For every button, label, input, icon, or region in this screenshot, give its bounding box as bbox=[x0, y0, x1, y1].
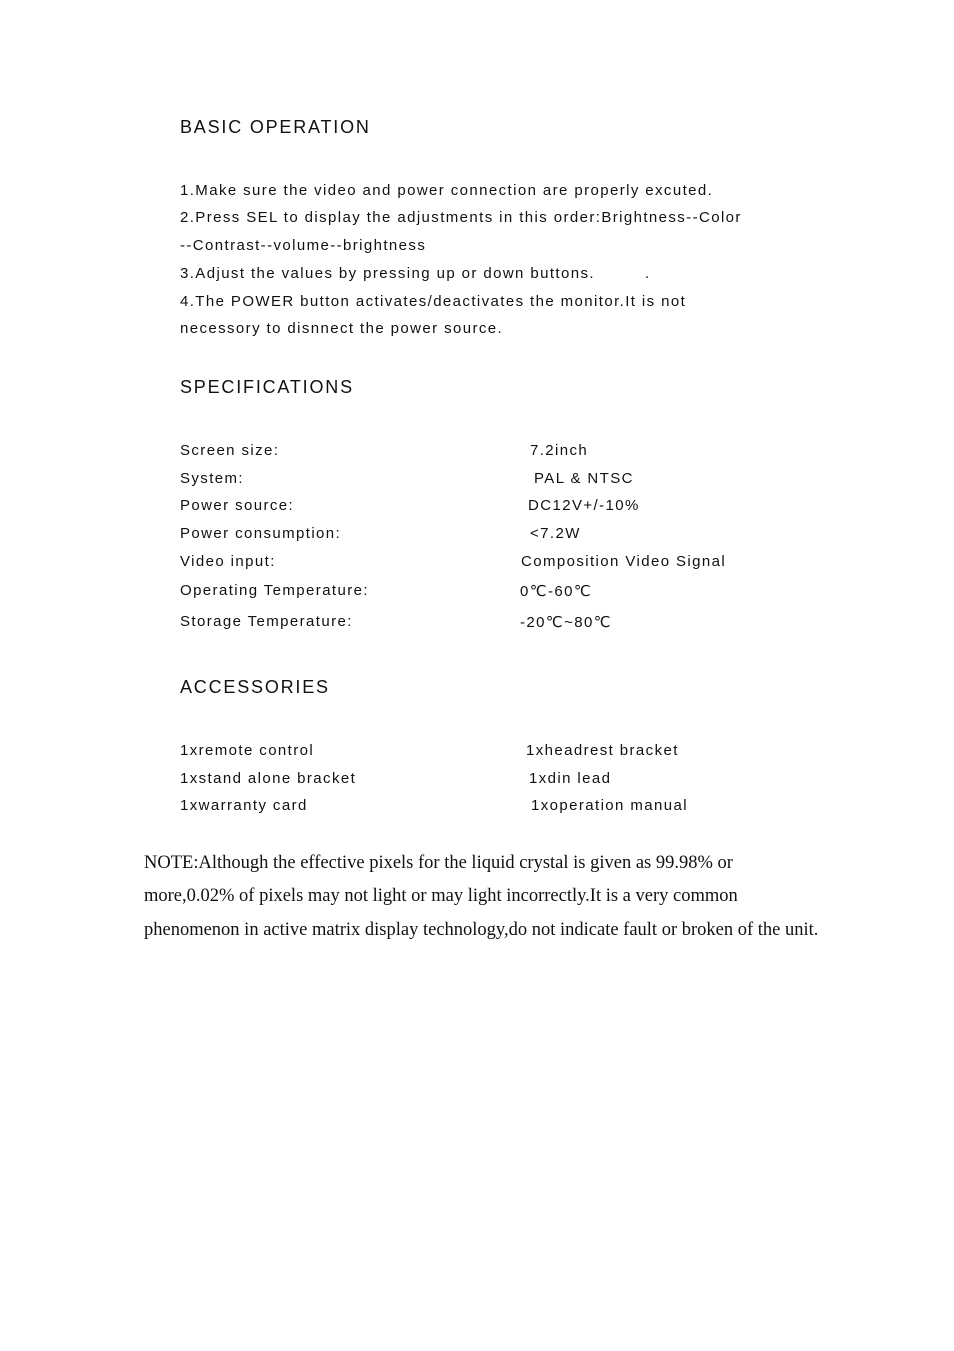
accessory-item: 1xoperation manual bbox=[531, 797, 688, 814]
accessory-row bbox=[180, 770, 880, 790]
operation-step: 3.Adjust the values by pressing up or down buttons. . bbox=[180, 265, 651, 282]
accessory-item: 1xdin lead bbox=[529, 770, 612, 787]
spec-row bbox=[180, 442, 880, 462]
spec-label: Screen size: bbox=[180, 442, 280, 459]
accessory-item: 1xwarranty card bbox=[180, 797, 308, 814]
accessory-item: 1xremote control bbox=[180, 742, 315, 759]
operation-step-continuation: --Contrast--volume--brightness bbox=[180, 237, 427, 254]
spec-value: PAL & NTSC bbox=[534, 470, 634, 487]
spec-row bbox=[180, 470, 880, 490]
spec-label: Storage Temperature: bbox=[180, 613, 353, 630]
accessories-heading: ACCESSORIES bbox=[180, 677, 330, 697]
spec-label: Video input: bbox=[180, 553, 276, 570]
spec-value: 7.2inch bbox=[530, 442, 589, 459]
spec-value: <7.2W bbox=[530, 525, 581, 542]
spec-row bbox=[180, 582, 880, 602]
spec-value: 0℃-60℃ bbox=[520, 583, 593, 600]
operation-step: 4.The POWER button activates/deactivates the monitor.It is not bbox=[180, 293, 687, 310]
spec-row bbox=[180, 613, 880, 633]
spec-row bbox=[180, 525, 880, 545]
operation-step-continuation: necessory to disnnect the power source. bbox=[180, 320, 504, 337]
specifications-heading: SPECIFICATIONS bbox=[180, 377, 354, 397]
spec-value: Composition Video Signal bbox=[521, 553, 727, 570]
operation-step: 1.Make sure the video and power connection are properly excuted. bbox=[180, 182, 714, 199]
spec-row bbox=[180, 497, 880, 517]
accessory-row bbox=[180, 742, 880, 762]
basic-operation-heading: BASIC OPERATION bbox=[180, 117, 371, 137]
accessory-row bbox=[180, 797, 880, 817]
spec-label: Power source: bbox=[180, 497, 295, 514]
spec-label: System: bbox=[180, 470, 244, 487]
spec-label: Power consumption: bbox=[180, 525, 342, 542]
note-paragraph: NOTE:Although the effective pixels for the liquid crystal is given as 99.98% or more,0.02% of pixels may not light or may light incorrectly.It is a very common phenomenon in active matrix display technology,do not indicate fault or broken of the unit. bbox=[144, 853, 819, 940]
accessory-item: 1xstand alone bracket bbox=[180, 770, 357, 787]
operation-step: 2.Press SEL to display the adjustments in this order:Brightness--Color bbox=[180, 209, 742, 226]
spec-row bbox=[180, 553, 880, 573]
spec-value: DC12V+/-10% bbox=[528, 497, 640, 514]
spec-label: Operating Temperature: bbox=[180, 582, 369, 599]
spec-value: -20℃~80℃ bbox=[520, 614, 613, 631]
accessory-item: 1xheadrest bracket bbox=[526, 742, 679, 759]
